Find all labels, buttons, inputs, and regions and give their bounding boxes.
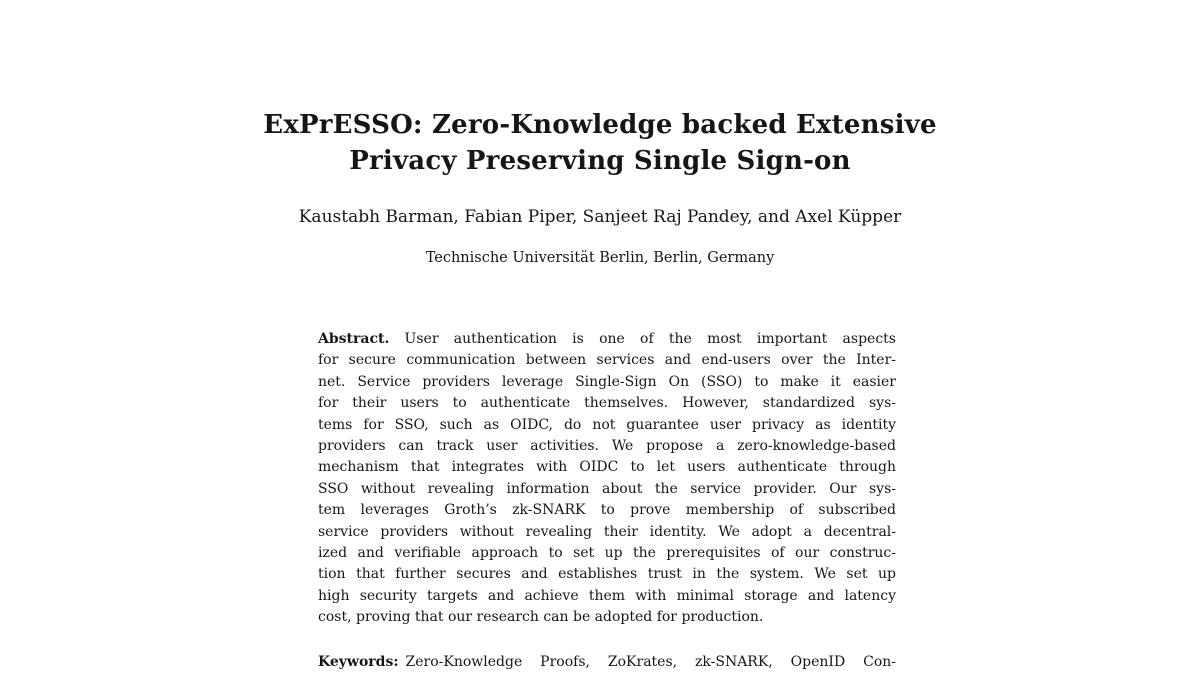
paper-abstract: [318, 329, 896, 629]
abstract-line: providers can track user activities. We propose a zero-knowledge-based: [318, 438, 896, 455]
abstract-line: net. Service providers leverage Single-Sign On (SSO) to make it easier: [318, 373, 896, 390]
abstract-line: tion that further secures and establishes trust in the system. We set up: [318, 566, 896, 583]
paper-keywords: [318, 652, 896, 673]
abstract-line: for their users to authenticate themselves. However, standardized sys-: [318, 395, 896, 412]
paper-affiliation: Technische Universität Berlin, Berlin, Germany: [425, 250, 775, 266]
abstract-line: for secure communication between services and end-users over the Inter-: [318, 352, 896, 369]
keywords-text: Zero-Knowledge Proofs, ZoKrates, zk-SNARK, OpenID Con-: [405, 654, 896, 670]
paper-authors: Kaustabh Barman, Fabian Piper, Sanjeet Raj Pandey, and Axel Küpper: [298, 207, 902, 227]
abstract-line: cost, proving that our research can be adopted for production.: [318, 609, 764, 626]
paper-title-line: Privacy Preserving Single Sign-on: [349, 146, 851, 177]
abstract-line: high security targets and achieve them with minimal storage and latency: [318, 587, 896, 604]
abstract-line: SSO without revealing information about the service provider. Our sys-: [318, 480, 896, 497]
abstract-line: Abstract. User authentication is one of the most important aspects: [318, 331, 896, 347]
abstract-line: tems for SSO, such as OIDC, do not guarantee user privacy as identity: [318, 416, 896, 433]
abstract-label: Abstract.: [318, 331, 390, 347]
abstract-line: mechanism that integrates with OIDC to let users authenticate through: [318, 459, 896, 476]
abstract-line: ized and verifiable approach to set up the prerequisites of our construc-: [318, 545, 896, 562]
abstract-line: tem leverages Groth’s zk-SNARK to prove membership of subscribed: [318, 502, 896, 519]
paper-title: [0, 107, 1200, 179]
keywords-label: Keywords:: [318, 654, 399, 670]
abstract-line: service providers without revealing their identity. We adopt a decentral-: [318, 523, 896, 540]
paper-title-line: ExPrESSO: Zero-Knowledge backed Extensive: [263, 110, 937, 141]
